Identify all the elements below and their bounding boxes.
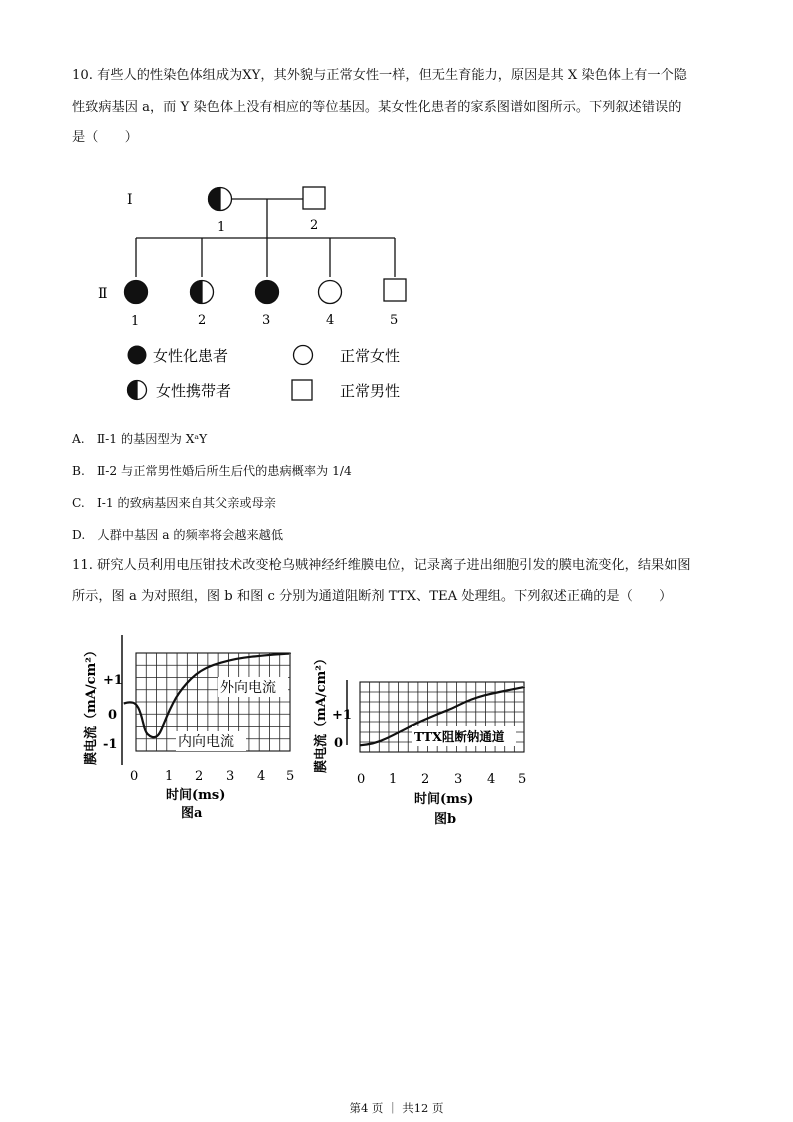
pedigree-ii5-normal-male <box>384 279 406 301</box>
pedigree-ii2-carrier-female <box>190 280 214 304</box>
figure-b-xtick-0: 0 <box>357 772 366 787</box>
figure-b-ytick-plus1: +1 <box>332 708 352 723</box>
q10-option-c: C. I-1 的致病基因来自其父亲或母亲 <box>72 496 276 510</box>
legend-carrier-female: 女性携带者 <box>156 382 232 400</box>
q10-option-b: B. Ⅱ-2 与正常男性婚后所生后代的患病概率为 1/4 <box>72 464 352 478</box>
legend-normal-female-symbol <box>294 346 313 365</box>
figure-b-title: 图b <box>434 812 457 827</box>
figure-b-xticks <box>357 772 526 787</box>
figure-b-xtick-4: 4 <box>487 772 496 787</box>
figure-a-xlabel: 时间(ms) <box>166 788 226 803</box>
pedigree-i2-normal-male <box>303 187 325 209</box>
figure-b-annotation-ttx: TTX阻断钠通道 <box>414 729 505 744</box>
figure-b-ylabel: 膜电流（mA/cm²） <box>314 652 329 773</box>
figure-a-xtick-4: 4 <box>257 769 266 784</box>
q10-stem-line-1: 10. 有些人的性染色体组成为XY，其外貌与正常女性一样，但无生育能力，原因是其 X 染色体上有一个隐 <box>72 68 687 83</box>
figure-b-xtick-5: 5 <box>518 772 527 787</box>
figure-a-xtick-0: 0 <box>130 769 139 784</box>
pedigree-ii3-affected <box>256 281 279 304</box>
q10-stem-line-2: 性致病基因 a，而 Y 染色体上没有相应的等位基因。某女性化患者的家系图谱如图所示。下列叙述错误的 <box>72 100 682 115</box>
figure-a-xtick-5: 5 <box>286 769 295 784</box>
figure-b-xtick-1: 1 <box>389 772 398 787</box>
label-i2: 2 <box>310 218 319 233</box>
figure-a-title: 图a <box>181 806 203 821</box>
page-footer: 第4 页 ｜ 共12 页 <box>349 1101 444 1115</box>
label-i1: 1 <box>217 220 226 235</box>
figure-b-xtick-3: 3 <box>454 772 463 787</box>
figure-a-annotation-inward: 内向电流 <box>178 734 234 750</box>
figure-b-chart <box>300 625 540 835</box>
generation-label-i: Ⅰ <box>127 192 133 208</box>
label-ii3: 3 <box>262 313 271 328</box>
figure-a-xtick-2: 2 <box>195 769 204 784</box>
figure-a-annotation-outward: 外向电流 <box>220 680 276 696</box>
legend-normal-male-symbol <box>292 380 312 400</box>
q10-stem-line-3: 是（ ） <box>72 130 138 145</box>
label-ii2: 2 <box>198 313 207 328</box>
pedigree-ii1-affected <box>125 281 148 304</box>
figure-a-xticks <box>130 769 294 784</box>
figure-b-ytick-0: 0 <box>334 736 344 751</box>
generation-label-ii: Ⅱ <box>98 286 108 302</box>
figure-a-xtick-1: 1 <box>165 769 174 784</box>
label-ii1: 1 <box>131 314 140 329</box>
legend-affected-symbol <box>128 346 147 365</box>
q10-option-a: A. Ⅱ-1 的基因型为 XᵃY <box>72 432 208 446</box>
legend-affected-female: 女性化患者 <box>153 347 229 365</box>
q11-stem-line-1: 11. 研究人员利用电压钳技术改变枪乌贼神经纤维膜电位，记录离子进出细胞引发的膜电流变化，结果如图 <box>72 558 691 573</box>
pedigree-ii4-normal-female <box>319 281 342 304</box>
figure-a-ytick-0: 0 <box>108 708 118 723</box>
legend-carrier-symbol <box>127 380 147 400</box>
figure-a-chart <box>70 625 310 830</box>
label-ii5: 5 <box>390 313 399 328</box>
pedigree-chart <box>0 170 450 415</box>
figure-a-xtick-3: 3 <box>226 769 235 784</box>
figure-a-ytick-minus1: -1 <box>103 737 118 752</box>
legend-normal-female: 正常女性 <box>340 347 401 365</box>
q11-stem-line-2: 所示，图 a 为对照组，图 b 和图 c 分别为通道阻断剂 TTX、TEA 处理组。下列叙述正确的是（ ） <box>72 589 673 604</box>
legend-normal-male: 正常男性 <box>340 382 401 400</box>
q10-option-d: D. 人群中基因 a 的频率将会越来越低 <box>72 528 284 542</box>
figure-a-ytick-plus1: +1 <box>103 673 123 688</box>
pedigree-i1-carrier-female <box>208 187 232 211</box>
figure-a-ylabel: 膜电流（mA/cm²） <box>84 644 99 765</box>
figure-b-xlabel: 时间(ms) <box>414 792 474 807</box>
figure-b-xtick-2: 2 <box>421 772 430 787</box>
label-ii4: 4 <box>326 313 335 328</box>
